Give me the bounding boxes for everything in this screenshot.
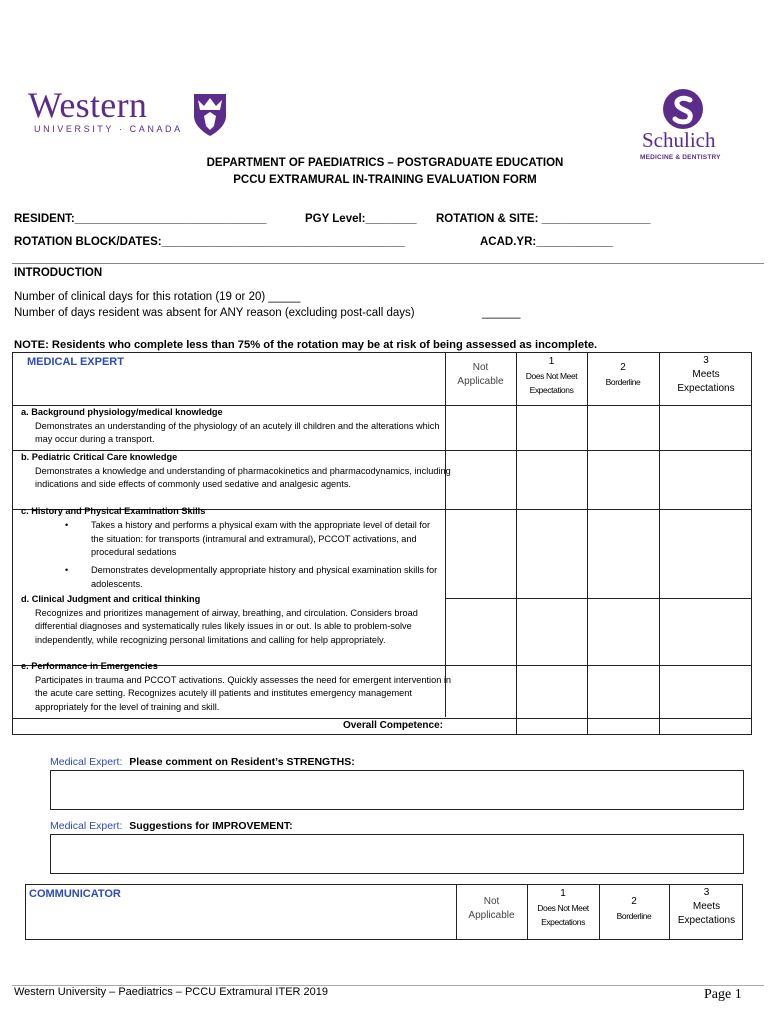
improvement-comment-box[interactable] (50, 834, 744, 874)
not-applicable-header: Not Applicable (457, 362, 504, 387)
communicator-table (25, 884, 743, 940)
overall-competence-label: Overall Competence: (342, 720, 443, 731)
item-d-desc: Recognizes and prioritizes management of airway, breathing, and circulation. Considers broad differential diagnoses and systematically rules likely issues in or out. Is able to problem-solve independently, while recognizing personal limitations and calling for help appropriately. (35, 607, 418, 645)
intro-title: INTRODUCTION (14, 267, 103, 279)
communicator-heading: COMMUNICATOR (29, 888, 121, 900)
item-c-title: c. History and Physical Examination Skills (21, 506, 206, 516)
western-logo-subtitle: UNIVERSITY · CANADA (34, 124, 183, 134)
communicator-not-applicable-header: Not Applicable (468, 896, 515, 921)
western-shield-icon (192, 92, 228, 138)
item-e-desc: Participates in trauma and PCCOT activations. Quickly assesses the need for emergent intervention in the acute care setting. Recognizes acutely ill patients and institutes emergency management appropriately for the level of training and skill. (35, 674, 452, 712)
form-department-title: DEPARTMENT OF PAEDIATRICS – POSTGRADUATE EDUCATION (206, 157, 564, 169)
item-b-title: b. Pediatric Critical Care knowledge (21, 452, 178, 462)
item-b (21, 451, 453, 492)
pgy-level-field[interactable]: PGY Level:________ (305, 213, 417, 225)
schulich-logo-word: Schulich (642, 128, 716, 152)
item-a-desc: Demonstrates an understanding of the physiology of an acutely ill children and the alterations which may occur during a transport. (35, 420, 440, 445)
communicator-borderline-header: 2 Borderline (616, 896, 652, 921)
improvement-prompt: Medical Expert: Suggestions for IMPROVEMENT: (50, 820, 293, 832)
item-e (21, 660, 453, 714)
communicator-does-not-meet-header: 1 Does Not Meet Expectations (537, 888, 589, 927)
western-university-logo (28, 85, 228, 140)
western-logo-word: Western (28, 85, 148, 125)
item-d-title: d. Clinical Judgment and critical thinking (21, 594, 201, 604)
rotation-site-field[interactable]: ROTATION & SITE: _________________ (436, 213, 651, 225)
schulich-logo-subtitle: MEDICINE & DENTISTRY (640, 154, 721, 161)
page-number: Page 1 (704, 987, 742, 1002)
strengths-prompt: Medical Expert: Please comment on Resident’s STRENGTHS: (50, 756, 355, 768)
medical-expert-heading: MEDICAL EXPERT (27, 356, 124, 368)
rotation-block-field[interactable]: ROTATION BLOCK/DATES:______________________________________ (14, 236, 405, 248)
footer-text: Western University – Paediatrics – PCCU Extramural ITER 2019 (14, 986, 329, 998)
item-a-title: a. Background physiology/medical knowledge (21, 407, 223, 417)
resident-field[interactable]: RESIDENT:______________________________ (14, 213, 267, 225)
schulich-logo (638, 88, 738, 168)
clinical-days-line[interactable]: Number of clinical days for this rotation (19 or 20) _____ (14, 291, 301, 303)
absent-days-line: Number of days resident was absent for ANY reason (excluding post-call days) (14, 307, 415, 319)
incomplete-note: NOTE: Residents who complete less than 75% of the rotation may be at risk of being assessed as incomplete. (14, 339, 598, 351)
does-not-meet-header: 1 Does Not Meet Expectations (525, 356, 578, 395)
item-d (21, 593, 453, 647)
medical-expert-table (12, 352, 752, 735)
communicator-meets-expectations-header: 3 Meets Expectations (677, 887, 736, 926)
item-b-desc: Demonstrates a knowledge and understanding of pharmacokinetics and pharmacodynamics, including indications and side effects of commonly used sedative and analgesic agents. (35, 465, 451, 490)
item-c-bullet-2: • Demonstrates developmentally appropriate history and physical examination skills for adolescents. (65, 565, 438, 589)
meets-expectations-header: 3 Meets Expectations (677, 355, 735, 394)
strengths-comment-box[interactable] (50, 770, 744, 810)
borderline-header: 2 Borderline (605, 362, 641, 387)
item-c (21, 505, 453, 519)
schulich-s-icon (662, 88, 704, 130)
item-a (21, 406, 453, 447)
form-title: PCCU EXTRAMURAL IN-TRAINING EVALUATION FORM (233, 174, 537, 186)
absent-days-blank[interactable]: ______ (482, 307, 521, 319)
acad-yr-field[interactable]: ACAD.YR:____________ (480, 236, 613, 248)
item-e-title: e. Performance in Emergencies (21, 661, 158, 671)
section-divider (12, 263, 764, 264)
item-c-bullet-1: • Takes a history and performs a physical exam with the appropriate level of detail for the situation: for transports (intramural and extramural), PCCOT activations, and procedural sedations (65, 520, 431, 558)
